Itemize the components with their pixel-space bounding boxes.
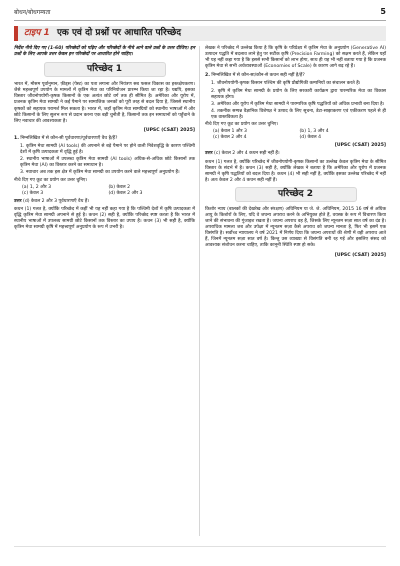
question-1-text: निम्नलिखित में से कौन-सी पूर्वधारणा/पूर्वधारणाएँ वैध है/हैं? <box>20 135 118 141</box>
passage-2-heading: परिच्छेद 2 <box>235 187 357 202</box>
q2-citation: [UPSC (CSAT) 2025] <box>334 143 386 149</box>
question-2 <box>205 73 386 79</box>
q2-statement: 2. कृषि में कृत्रिम मेधा सामग्री के प्रयोग के लिए सरकारी कार्यक्रम द्वारा पारम्परिक मेधा का विकास सहायक होगा। <box>211 88 386 100</box>
instructions: निर्देश नीचे दिए गए (1-60) परिच्छेदों को पढ़िए और परिच्छेदों के नीचे आने वाले प्रश्नों के उत्तर दीजिए। इन प्रश्नों के लिए आपके उत्तर केवल इन परिच्छेदों पर आधारित होने चाहिए। <box>14 46 195 58</box>
section-type-banner <box>14 26 386 41</box>
question-1-number: 1. <box>14 135 19 141</box>
passage-2-citation: [UPSC (CSAT) 2025] <box>334 252 386 258</box>
q2-statement: 4. तकनीक सम्पन्न वैज्ञानिक विशेषज्ञ ने उत्पाद के लिए सूचना, डेटा-साझाकरण एवं एकीकरण पहले से ही एक वास्तविकता है। <box>211 108 386 120</box>
q1-statement: 1. कृत्रिम मेधा सामग्री (AI tools) की अपनाने से बड़े पैमाने पर होने वाली निवेशवृद्धि के कारण पश्चिमी देशों में कृषि उत्पादकता में वृद्धि हुई है। <box>20 144 195 156</box>
q1-answer-label: उत्तर <box>14 198 22 204</box>
footer-rule <box>14 546 386 547</box>
q2-statement: 3. अमेरिका और यूरोप में कृत्रिम मेधा सामग्री ने पारम्परिक कृषि पद्धतियों को अधिक प्रभावी बना दिया है। <box>211 101 385 107</box>
q1-explanation: कथन (1) गलत है, क्योंकि परिच्छेद में कहीं भी यह नहीं कहा गया है कि पश्चिमी देशों में कृषि उत्पादकता में वृद्धि कृत्रिम मेधा सामग्री अपनाने से हुई है। कथन (2) सही है, क्योंकि परिच्छेद स्पष्ट करता है कि भारत में स्थानीय भाषाओं में उपलब्ध सामग्री छोटे किसानों तक विस्तार का उपाय है। कथन (3) भी सही है, क्योंकि कृत्रिम मेधा सामग्री कृषि में महत्त्वपूर्ण अनुप्रयोग के रूप में उभरी है। <box>14 206 195 231</box>
q2-answer <box>205 151 386 157</box>
q2-option-a: (a) केवल 1 और 3 <box>213 129 247 135</box>
type-title: एक एवं दो प्रश्नों पर आधारित परिच्छेद <box>56 28 182 38</box>
running-title: बोधन/बोधगम्यता <box>14 9 51 16</box>
q1-option-d: (d) केवल 2 और 3 <box>108 190 143 196</box>
q2-option-b: (b) 1, 3 और 4 <box>299 129 329 135</box>
q1-explanation-continued: लेखक ने परिच्छेद में उल्लेख किया है कि कृषि के परिप्रेक्ष्य में कृत्रिम मेधा के अनुप्रयोग (Generative AI) उत्पादन पद्धति में बदलाव लाने हेतु पर सटीक कृषि (Precision Farming) को सक्षम करते हैं, लेकिन यहाँ भी यह नहीं कहा गया है कि इससे सभी किसानों को लाभ होगा, साथ ही यह भी नहीं बताया गया है कि प्रजनक कृत्रिम मेधा से सभी अर्थव्यवस्थाओं (Economies of Scale) के कारण आगे बढ़ रहे हैं। <box>205 46 386 70</box>
q1-options <box>22 185 195 197</box>
q1-choose-instruction: नीचे दिए गए कूट का प्रयोग कर उत्तर चुनिए। <box>14 177 88 183</box>
q2-answer-text: (c) केवल 2 और 4 कथन सही नहीं हैं। <box>214 151 280 157</box>
q2-answer-label: उत्तर <box>205 151 213 157</box>
type-tag: टाइप 1 <box>24 28 50 38</box>
header-rule <box>14 20 386 21</box>
q2-option-c: (c) केवल 2 और 4 <box>213 135 247 141</box>
q2-option-d: (d) केवल 4 <box>299 135 322 141</box>
passage-1-citation: [UPSC (CSAT) 2025] <box>143 127 195 133</box>
q1-option-a: (a) 1, 2 और 3 <box>22 184 52 190</box>
q1-answer <box>14 199 195 205</box>
q2-options <box>213 129 386 141</box>
right-column <box>205 46 386 261</box>
q1-option-c: (c) केवल 3 <box>22 190 44 196</box>
q2-choose-instruction: नीचे दिए गए कूट का प्रयोग कर उत्तर चुनिए। <box>205 122 279 128</box>
q2-explanation: कथन (1) गलत है, क्योंकि परिच्छेद में जीवनोपयोगी-कृषक किसानों का उल्लेख केवल कृत्रिम मेधा के सीमित विस्तार के संदर्भ में है। कथन (3) सही है, क्योंकि लेखक ने बताया है कि अमेरिका और यूरोप में प्रजनक सामग्री ने कृषि पद्धतियों को बदल दिया है। कथन (4) भी सही नहीं है, क्योंकि इसका उल्लेख परिच्छेद में नहीं है। अतः केवल 2 और 4 कथन सही नहीं हैं। <box>205 159 386 183</box>
question-1 <box>14 136 195 142</box>
q2-statement: 1. जीवनोपयोगी-कृषक किसान पश्चिम की कृषि प्रौद्योगिकी कम्पनियों का संचालन करते हैं। <box>211 81 361 87</box>
passage-1-heading: परिच्छेद 1 <box>44 62 166 77</box>
column-divider <box>199 46 200 536</box>
q1-option-b: (b) केवल 2 <box>108 184 131 190</box>
passage-2-text: किशोर न्याय (बालकों की देखरेख और संरक्षण) अधिनियम या जे. जे. अधिनियम, 2015 16 वर्ष से अधिक आयु के किशोरों के लिए, यदि वे जघन्य अपराध करने के अभियुक्त होते हैं, वयस्क के रूप में विचारण किया जाने की संभावना की गुंजाइश रखता है। जघन्य अपराध वह है, जिसके लिए न्यूनतम सज़ा सात वर्ष का दंड है। अपराधिक मामला जब और उपेक्षा में न्यूनतम सज़ा कैसे अपराध को जघन्य मानता है, फिर भी इसमें एक विसंगति है। सर्वोच्च न्यायालय ने वर्ष 2021 में निर्णय दिया कि जघन्य अपराधों की श्रेणी में वही अपराध आते हैं, जिनमें न्यूनतम सज़ा सात वर्ष है। किन्तु उस व्याख्या से विसंगति बनी रह गई और इसलिए संसद को आवश्यक संशोधन करना चाहिए, ताकि कानूनी स्थिति स्पष्ट हो सके। <box>205 206 386 249</box>
question-2-text: निम्नलिखित में से कौन-सा/कौन-से कथन सही नहीं है/हैं? <box>211 73 305 79</box>
question-2-number: 2. <box>205 73 210 79</box>
q1-answer-text: (d) केवल 2 और 3 पूर्वधारणाएँ वैध हैं। <box>23 198 90 204</box>
q1-statement: 3. नवाचार अब तक इस क्षेत्र में कृत्रिम मेधा सामग्री का उपयोग करने वाले महत्त्वपूर्ण अनुप्रयोग हैं। <box>20 170 180 176</box>
left-column <box>14 46 195 234</box>
q1-statement: 2. स्थानीय भाषाओं में उपलब्ध कृत्रिम मेधा सामग्री (AI tools) अधिक-से-अधिक छोटे किसानों तक कृत्रिम मेधा (AI) का विस्तार करने का समाधान है। <box>20 157 195 169</box>
passage-1-text: भारत में, मौसम पूर्वानुमान, फ़ीड्स (पेस्ट) का पता लगाना और नियंत्रण सब फसल विकास का हस्तक्षेपकरण। जैसे महत्त्वपूर्ण उपयोग के मामलों में कृत्रिम मेधा का परिनियोजन प्रारम्भ किया जा रहा है। यद्यपि, इसका विस्तार जीवनोपयोगी-कृषक किसानों के एक अत्यंत छोटे वर्ग तक ही सीमित है। अमेरिका और यूरोप में, प्रजनक कृत्रिम मेधा सामग्री ने कई पैमाने पर सामाजिक जनकों को पूरी तरह से बदल दिया है, जिससे स्थानीय कृषकों को सहायक परामर्श मिल सकता है। भारत में, जहाँ कृत्रिम मेधा सामग्रियों को स्थानीय भाषाओं में और छोटे किसानों के लिए सुलभ रूप से प्रदान करना एक बड़ी चुनौती है, किसानों तक इन समाधानों को पहुँचाने के लिए नवाचार की आवश्यकता है। <box>14 82 195 124</box>
page-number: 5 <box>380 7 386 16</box>
